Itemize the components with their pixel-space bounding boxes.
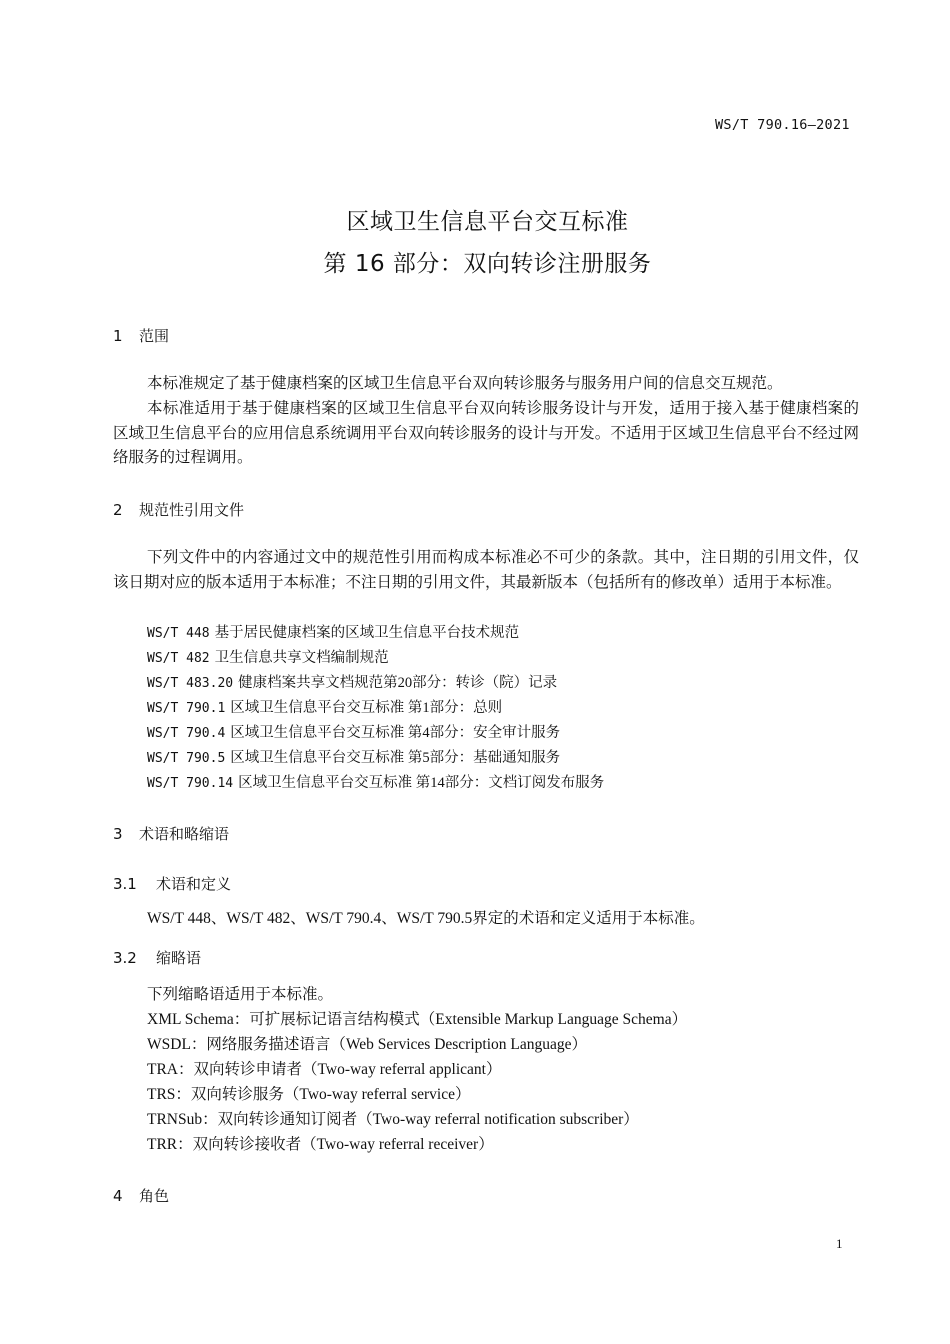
- reference-item: [147, 646, 389, 672]
- section-title: 规范性引用文件: [139, 501, 245, 519]
- reference-title: 基于居民健康档案的区域卫生信息平台技术规范: [214, 625, 520, 641]
- reference-title: 健康档案共享文档规范第20部分：转诊（院）记录: [238, 675, 558, 691]
- reference-code: WS/T 448: [147, 626, 210, 641]
- reference-title: 区域卫生信息平台交互标准 第4部分：安全审计服务: [230, 725, 561, 741]
- document-title-line1: 区域卫生信息平台交互标准: [346, 209, 629, 235]
- document-title-line2: 第 16 部分：双向转诊注册服务: [323, 251, 652, 277]
- reference-code: WS/T 483.20: [147, 676, 234, 691]
- reference-title: 区域卫生信息平台交互标准 第14部分：文档订阅发布服务: [238, 775, 605, 791]
- section-3-heading: [113, 823, 229, 844]
- reference-title: 区域卫生信息平台交互标准 第5部分：基础通知服务: [230, 750, 561, 766]
- standard-code: WS/T 790.16—2021: [715, 117, 850, 133]
- reference-item: [147, 746, 560, 772]
- section-number: 3: [113, 825, 123, 843]
- reference-code: WS/T 790.14: [147, 776, 234, 791]
- section-2-intro: 下列文件中的内容通过文中的规范性引用而构成本标准必不可少的条款。其中，注日期的引用文件，仅该日期对应的版本适用于本标准；不注日期的引用文件，其最新版本（包括所有的修改单）适用于本标准。: [113, 549, 859, 591]
- section-number: 2: [113, 501, 123, 519]
- reference-item: [147, 771, 604, 797]
- reference-code: WS/T 482: [147, 651, 210, 666]
- page-number: 1: [836, 1236, 843, 1251]
- abbreviation-item: WSDL：网络服务描述语言（Web Services Description Language）: [147, 1036, 587, 1053]
- reference-code: WS/T 790.5: [147, 751, 226, 766]
- section-1-heading: [113, 325, 169, 346]
- section-number: 1: [113, 327, 123, 345]
- abbreviation-item: XML Schema：可扩展标记语言结构模式（Extensible Markup Language Schema）: [147, 1011, 688, 1028]
- reference-item: [147, 671, 557, 697]
- abbreviation-item: TRNSub：双向转诊通知订阅者（Two-way referral notification subscriber）: [147, 1111, 639, 1128]
- section-2-heading: [113, 499, 244, 520]
- reference-item: [147, 721, 560, 747]
- abbreviation-item: TRA：双向转诊申请者（Two-way referral applicant）: [147, 1061, 502, 1078]
- subsection-title: 术语和定义: [156, 875, 232, 893]
- section-title: 术语和略缩语: [139, 825, 230, 843]
- abbreviation-intro: 下列缩略语适用于本标准。: [147, 986, 334, 1003]
- reference-title: 卫生信息共享文档编制规范: [214, 650, 389, 666]
- reference-title: 区域卫生信息平台交互标准 第1部分：总则: [230, 700, 503, 716]
- subsection-number: 3.2: [113, 949, 137, 967]
- subsection-number: 3.1: [113, 875, 137, 893]
- section-3-1-heading: [113, 873, 231, 894]
- reference-item: [147, 621, 519, 647]
- section-1-paragraph-1: 本标准规定了基于健康档案的区域卫生信息平台双向转诊服务与服务用户间的信息交互规范。: [147, 375, 783, 392]
- section-3-2-heading: [113, 947, 201, 968]
- reference-item: [147, 696, 502, 722]
- section-title: 范围: [139, 327, 170, 345]
- section-4-heading: [113, 1185, 169, 1206]
- subsection-title: 缩略语: [156, 949, 202, 967]
- section-number: 4: [113, 1187, 123, 1205]
- section-3-1-text: WS/T 448、WS/T 482、WS/T 790.4、WS/T 790.5界定的术语和定义适用于本标准。: [147, 910, 705, 927]
- reference-code: WS/T 790.1: [147, 701, 226, 716]
- reference-code: WS/T 790.4: [147, 726, 226, 741]
- abbreviation-item: TRS：双向转诊服务（Two-way referral service）: [147, 1086, 471, 1103]
- section-title: 角色: [139, 1187, 170, 1205]
- section-1-paragraph-2: 本标准适用于基于健康档案的区域卫生信息平台双向转诊服务设计与开发，适用于接入基于健康档案的区域卫生信息平台的应用信息系统调用平台双向转诊服务的设计与开发。不适用于区域卫生信息平台不经过网络服务的过程调用。: [113, 400, 859, 467]
- abbreviation-item: TRR：双向转诊接收者（Two-way referral receiver）: [147, 1136, 494, 1153]
